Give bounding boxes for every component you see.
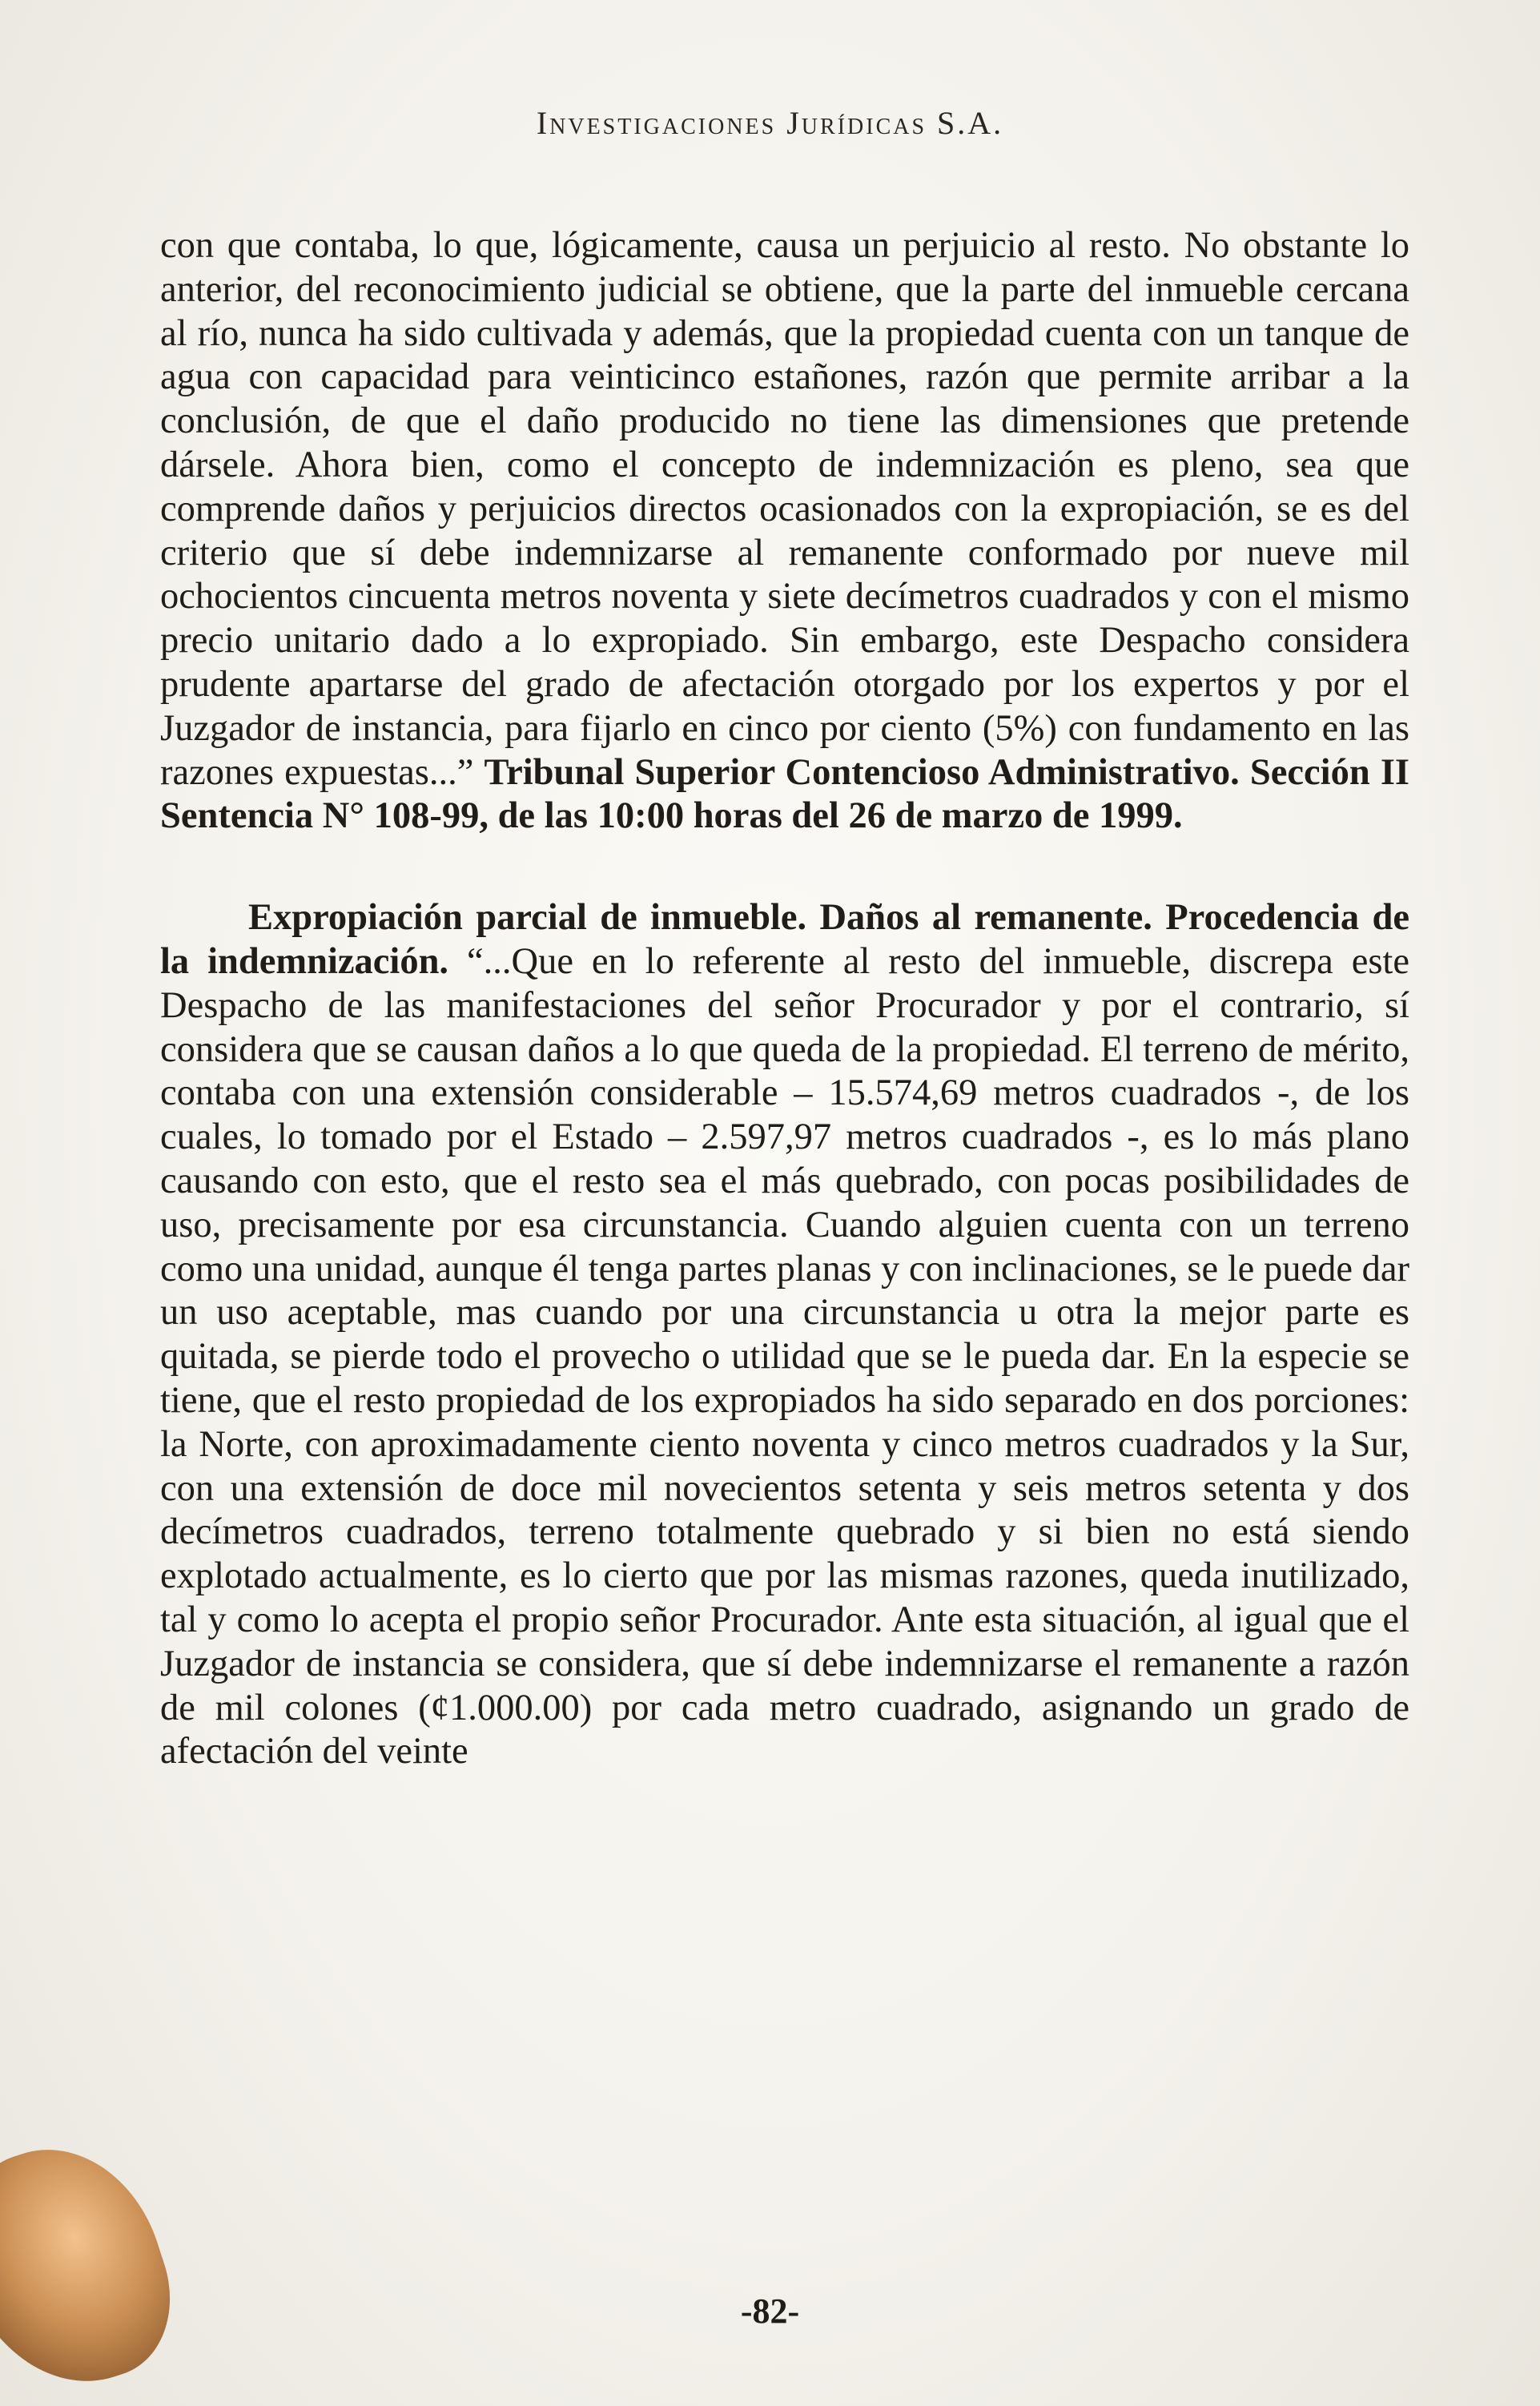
court-citation: Tribunal Superior Contencioso Administrativo. Sección II Sentencia N° 108-99, de las 10:00 horas del 26 de marzo de 1999. xyxy=(160,751,1410,837)
paragraph-text: con que contaba, lo que, lógicamente, causa un perjuicio al resto. No obstante lo anterior, del reconocimiento judicial se obtiene, que la parte del inmueble cercana al río, nunca ha sido cultivada y además, que la propiedad cuenta con un tanque de agua con capacidad para veinticinco estañones, razón que permite arribar a la conclusión, de que el daño producido no tiene las dimensiones que pretende dársele. Ahora bien, como el concepto de indemnización es pleno, sea que comprende daños y perjuicios directos ocasionados con la expropiación, se es del criterio que sí debe indemnizarse al remanente conformado por nueve mil ochocientos cincuenta metros noventa y siete decímetros cuadrados y con el mismo precio unitario dado a lo expropiado. Sin embargo, este Despacho considera prudente apartarse del grado de afectación otorgado por los expertos y por el Juzgador de instancia, para fijarlo en cinco por ciento (5%) con fundamento en las razones expuestas...” xyxy=(160,225,1409,793)
running-header: Investigaciones Jurídicas S.A. xyxy=(536,105,1004,141)
thumb-in-corner xyxy=(0,2122,192,2406)
section-heading: Expropiación parcial de inmueble. Daños al remanente. Procedencia de la indemnización. xyxy=(160,897,1409,982)
page-number: -82- xyxy=(740,2291,800,2331)
paragraph-text: “...Que en lo referente al resto del inmueble, discrepa este Despacho de las manifestaciones del señor Procurador y por el contrario, sí considera que se causan daños a lo que queda de la propiedad. El terreno de mérito, contaba con una extensión considerable – 15.574,69 metros cuadrados -, de los cuales, lo tomado por el Estado – 2.597,97 metros cuadrados -, es lo más plano causando con esto, que el resto sea el más quebrado, con pocas posibilidades de uso, precisamente por esa circunstancia. Cuando alguien cuenta con un terreno como una unidad, aunque él tenga partes planas y con inclinaciones, se le puede dar un uso aceptable, mas cuando por una circunstancia u otra la mejor parte es quitada, se pierde todo el provecho o utilidad que se le pueda dar. En la especie se tiene, que el resto propiedad de los expropiados ha sido separado en dos porciones: la Norte, con aproximadamente ciento noventa y cinco metros cuadrados y la Sur, con una extensión de doce mil novecientos setenta y seis metros setenta y dos decímetros cuadrados, terreno totalmente quebrado y si bien no está siendo explotado actualmente, es lo cierto que por las mismas razones, queda inutilizado, tal y como lo acepta el propio señor Procurador. Ante esta situación, al igual que el Juzgador de instancia se considera, que sí debe indemnizarse el remanente a razón de mil colones (¢1.000.00) por cada metro cuadrado, asignando un grado de afectación del veinte xyxy=(160,940,1409,1772)
page-body xyxy=(160,224,1409,1774)
paragraph-continued xyxy=(160,224,1409,839)
paragraph-expropiacion xyxy=(160,896,1409,1774)
